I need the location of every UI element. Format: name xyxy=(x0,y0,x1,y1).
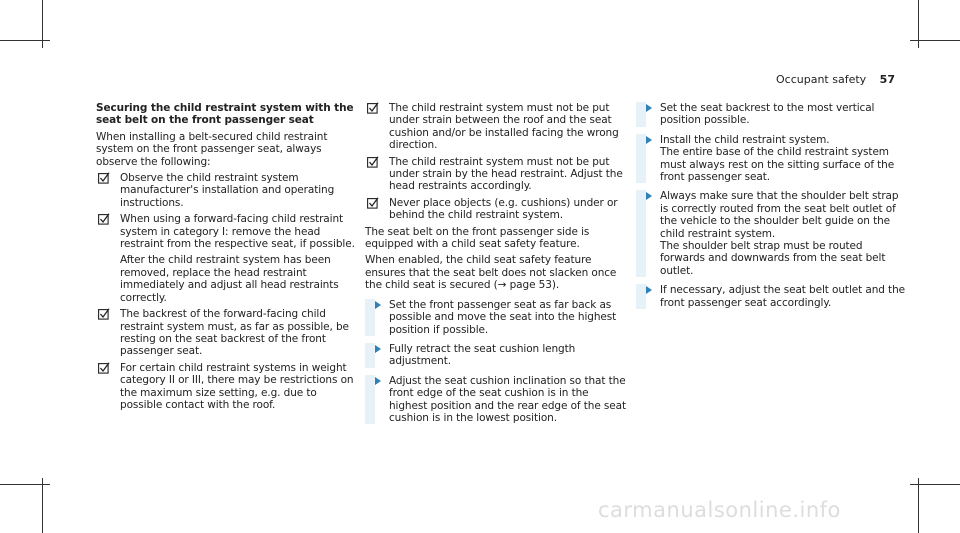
paragraph: The seat belt on the front passenger side is equipped with a child seat safety feature. xyxy=(365,225,590,251)
crop-mark xyxy=(42,478,43,533)
checklist-item xyxy=(365,156,627,193)
crop-mark xyxy=(918,478,919,533)
step-note: The entire base of the child restraint system must always rest on the sitting surface of the front passenger seat. xyxy=(660,146,895,184)
checkbox-icon xyxy=(367,156,379,168)
column-3 xyxy=(636,102,908,309)
step-note: The shoulder belt strap must be routed forwards and downwards from the seat belt outlet. xyxy=(660,240,886,277)
watermark: carmanualsonline.info xyxy=(598,498,841,522)
step-text: Set the front passenger seat as far back as possible and move the seat into the highest position if possible. xyxy=(389,298,617,336)
step-item xyxy=(365,299,627,336)
step-arrow-icon xyxy=(375,345,381,353)
step-text: Install the child restraint system. xyxy=(660,133,830,146)
step-bar xyxy=(365,375,375,425)
step-arrow-icon xyxy=(646,136,652,144)
step-arrow-icon xyxy=(375,377,381,385)
step-bar xyxy=(365,299,375,336)
step-bar xyxy=(636,102,646,127)
checkbox-icon xyxy=(98,362,110,374)
checklist-item xyxy=(96,362,356,412)
checkbox-icon xyxy=(367,197,379,209)
column-2 xyxy=(365,102,627,424)
step-item xyxy=(636,134,908,184)
step-item xyxy=(636,190,908,277)
running-header xyxy=(776,73,895,86)
step-bar xyxy=(636,284,646,309)
checklist-text: Never place objects (e.g. cushions) under or behind the child restraint system. xyxy=(389,196,618,222)
checkbox-icon xyxy=(367,102,379,114)
checkbox-icon xyxy=(98,308,110,320)
checklist-item xyxy=(96,213,356,304)
checkbox-icon xyxy=(98,172,110,184)
crop-mark xyxy=(918,0,919,48)
checklist-text: For certain child restraint systems in weight category II or III, there may be restrictions on the maximum size setting, e.g. due to possible contact with the roof. xyxy=(120,361,354,411)
step-item xyxy=(365,375,627,425)
checklist-item xyxy=(365,102,627,152)
intro-paragraph: When installing a belt-secured child restraint system on the front passenger seat, always observe the following: xyxy=(96,130,328,168)
checklist-item xyxy=(96,172,356,209)
step-text: Fully retract the seat cushion length adjustment. xyxy=(389,342,576,368)
column-1 xyxy=(96,102,356,411)
step-bar xyxy=(636,134,646,184)
step-text: If necessary, adjust the seat belt outlet and the front passenger seat accordingly. xyxy=(660,284,905,309)
checklist-text: The child restraint system must not be put under strain by the head restraint. Adjust the head restraints accordingly. xyxy=(389,155,623,193)
paragraph: When enabled, the child seat safety feature ensures that the seat belt does not slacken once the child seat is secured (→ page 53). xyxy=(365,254,617,292)
step-arrow-icon xyxy=(375,301,381,309)
step-text: Adjust the seat cushion inclination so that the front edge of the seat cushion is in the highest position and the rear edge of the seat cushion is in the lowest position. xyxy=(389,374,626,424)
checklist-text: Observe the child restraint system manufacturer's installation and operating instructions. xyxy=(120,172,335,209)
checklist-note: After the child restraint system has been removed, replace the head restraint immediately and adjust all head restraints correctly. xyxy=(120,254,339,304)
step-arrow-icon xyxy=(646,286,652,294)
section-heading: Securing the child restraint system with the seat belt on the front passenger seat xyxy=(96,102,354,127)
step-item xyxy=(636,102,908,127)
step-item xyxy=(636,284,908,309)
checklist-text: When using a forward-facing child restraint system in category I: remove the head restraint from the respective seat, if possible. xyxy=(120,213,355,251)
checklist-item xyxy=(365,197,627,222)
page-number: 57 xyxy=(879,73,895,86)
step-text: Always make sure that the shoulder belt strap is correctly routed from the seat belt outlet of the vehicle to the shoulder belt guide on the child restraint system. xyxy=(660,190,899,240)
section-title: Occupant safety xyxy=(776,73,867,86)
crop-mark xyxy=(42,0,43,48)
step-bar xyxy=(636,190,646,277)
checklist-text: The backrest of the forward-facing child restraint system must, as far as possible, be resting on the seat backrest of the front passenger seat. xyxy=(120,308,349,358)
step-arrow-icon xyxy=(646,192,652,200)
step-text: Set the seat backrest to the most vertical position possible. xyxy=(660,102,875,127)
checklist-item xyxy=(96,308,356,358)
step-arrow-icon xyxy=(646,104,652,112)
checklist-text: The child restraint system must not be put under strain between the roof and the seat cushion and/or be installed facing the wrong direction. xyxy=(389,102,619,152)
checkbox-icon xyxy=(98,213,110,225)
step-item xyxy=(365,343,627,368)
step-bar xyxy=(365,343,375,368)
